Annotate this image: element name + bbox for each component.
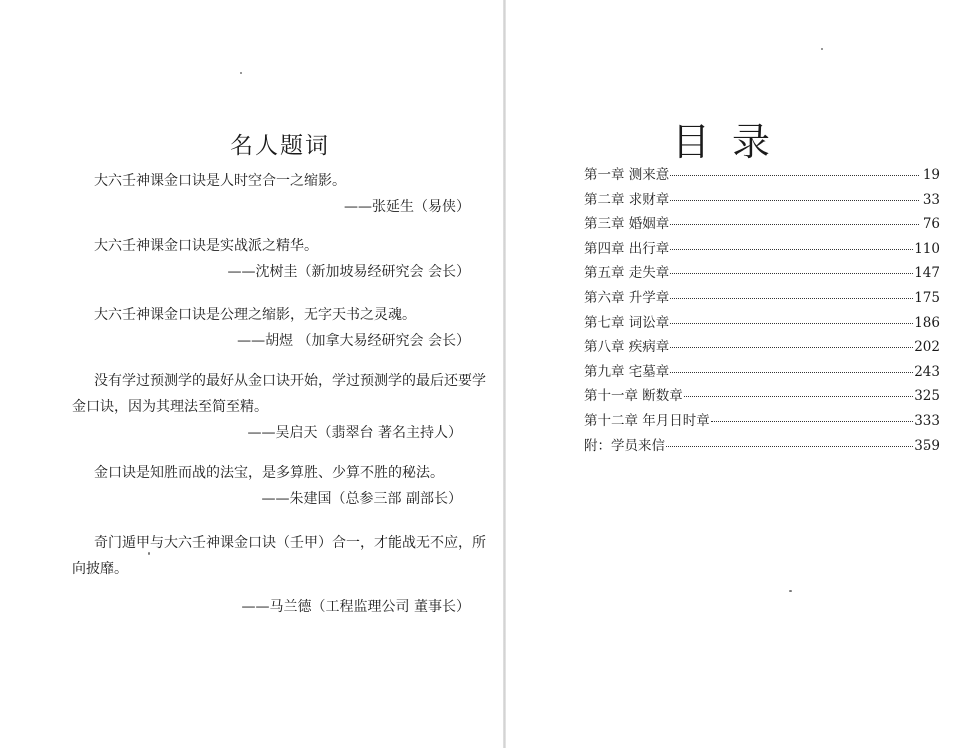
quote-2 [72,233,492,285]
toc-leader [670,297,913,299]
quote-text: 金口诀是知胜而战的法宝，是多算胜、少算不胜的秘法。 [94,465,444,481]
toc-page-number: 175 [914,289,940,306]
toc-leader [670,223,919,225]
toc-label: 第六章 升学章 [584,289,670,306]
quote-text: 大六壬神课金口诀是人时空合一之缩影。 [94,173,346,189]
toc-page-number: 19 [922,167,940,183]
toc-entry[interactable] [584,384,940,409]
quote-author: ——沈树圭（新加坡易经研究会 会长） [227,264,470,280]
toc-label: 第二章 求财章 [584,191,670,208]
toc-page-number: 202 [914,339,940,356]
quote-3 [72,302,492,354]
toc-leader [670,371,913,373]
toc-entry[interactable] [584,261,940,286]
table-of-contents [584,163,940,458]
quote-author: ——朱建国（总参三部 副部长） [261,491,462,507]
toc-entry[interactable] [584,286,940,311]
toc-leader [684,395,913,397]
quote-4 [72,368,492,446]
toc-leader [670,199,919,201]
quote-text: 大六壬神课金口诀是公理之缩影，无字天书之灵魂。 [94,307,416,323]
toc-entry[interactable] [584,434,940,459]
toc-page-number: 333 [914,412,940,429]
quote-1 [72,168,492,220]
quote-author: ——马兰德（工程监理公司 董事长） [241,599,470,615]
toc-page-number: 186 [914,314,940,331]
toc-entry[interactable] [584,188,940,213]
toc-entry[interactable] [584,163,940,188]
toc-page-number: 359 [914,437,940,454]
toc-label: 第七章 词讼章 [584,314,670,331]
toc-label: 第四章 出行章 [584,240,670,257]
toc-page-number: 325 [914,388,940,405]
toc-entry[interactable] [584,311,940,336]
toc-page-number: 33 [922,191,940,208]
scan-speck [821,48,823,50]
quote-text: 大六壬神课金口诀是实战派之精华。 [94,238,318,254]
toc-page-number: 147 [914,265,940,282]
quote-text: 奇门遁甲与大六壬神课金口诀（壬甲）合一，才能战无不应，所向披靡。 [72,535,486,577]
toc-page-number: 110 [914,240,940,257]
toc-label: 第九章 宅墓章 [584,363,670,380]
toc-entry[interactable] [584,212,940,237]
toc-entry[interactable] [584,237,940,262]
quote-6 [72,530,492,620]
toc-entry[interactable] [584,360,940,385]
toc-label: 第八章 疾病章 [584,339,670,356]
toc-leader [670,174,919,176]
toc-label: 第五章 走失章 [584,265,670,282]
toc-entry[interactable] [584,335,940,360]
toc-label: 附：学员来信 [584,437,665,454]
quote-author: ——胡煜 （加拿大易经研究会 会长） [237,333,470,349]
toc-leader [666,445,913,447]
toc-label: 第三章 婚姻章 [584,216,670,233]
toc-label: 第十二章 年月日时章 [584,412,710,429]
left-page-title: 名人题词 [230,133,330,160]
toc-page-number: 243 [914,363,940,380]
toc-leader [670,272,913,274]
scan-speck [789,590,792,592]
toc-entry[interactable] [584,409,940,434]
toc-label: 第一章 测来意 [584,167,670,183]
toc-leader [670,322,913,324]
quote-author: ——吴启天（翡翠台 著名主持人） [247,425,462,441]
toc-leader [711,420,913,422]
toc-page-number: 76 [922,216,940,233]
toc-leader [670,346,913,348]
toc-title: 目录 [671,120,792,165]
quote-text: 没有学过预测学的最好从金口诀开始，学过预测学的最后还要学金口诀，因为其理法至简至精。 [72,373,486,415]
scan-speck [240,72,242,74]
scan-speck [148,552,150,555]
quote-author: ——张延生（易侠） [344,199,470,215]
toc-label: 第十一章 断数章 [584,388,683,405]
quote-5 [72,460,492,512]
toc-leader [670,248,913,250]
